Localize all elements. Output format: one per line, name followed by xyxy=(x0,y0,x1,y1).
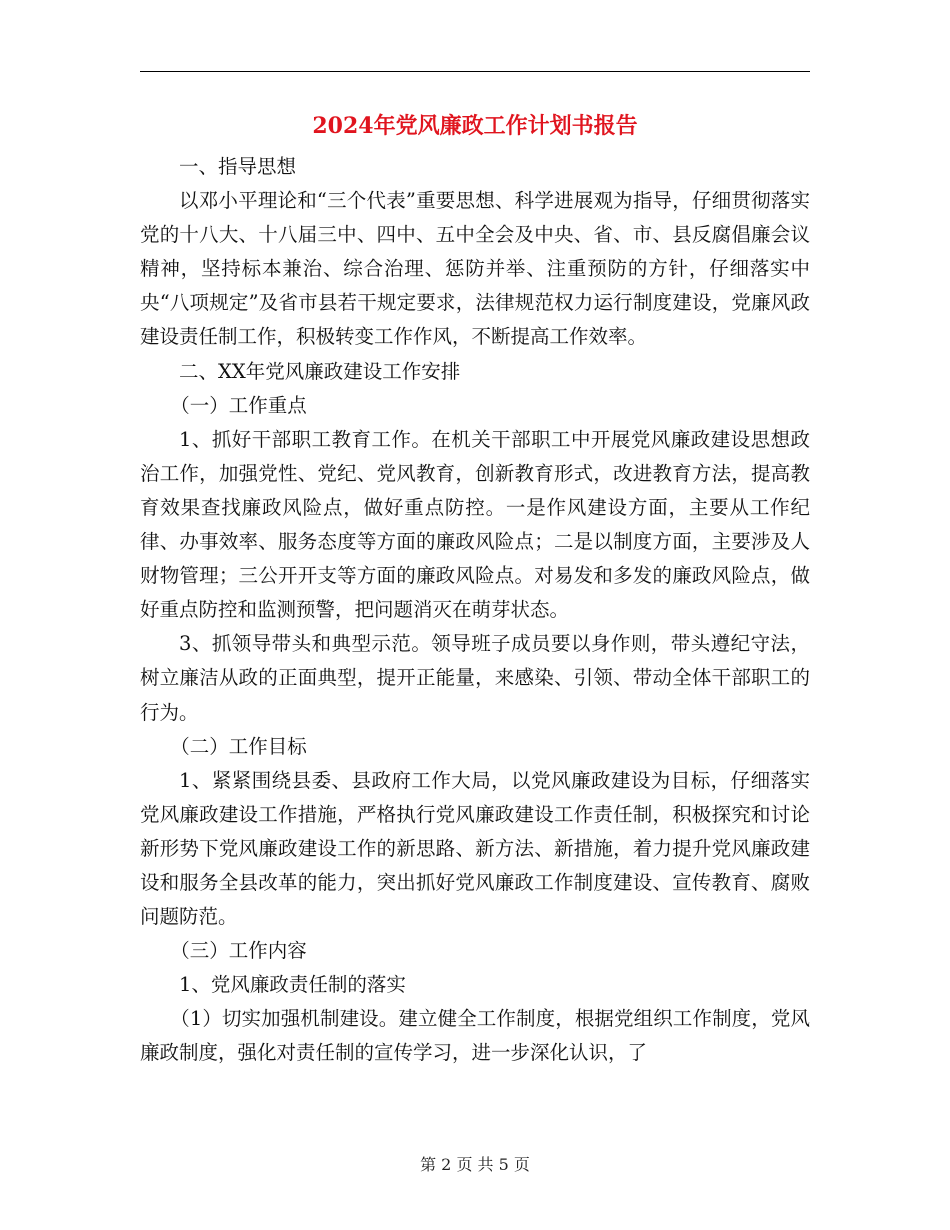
subheading-work-focus: （一）工作重点 xyxy=(170,393,307,417)
section-heading-work-arrangement: 二、XX年党风廉政建设工作安排 xyxy=(179,359,461,383)
paragraph-mechanism-building: （1）切实加强机制建设。建立健全工作制度，根据党组织工作制度，党风廉政制度，强化对责任制的宣传学习，进一步深化认识，了 xyxy=(140,1007,810,1065)
section-heading-guiding-ideology: 一、指导思想 xyxy=(179,155,297,178)
paragraph-guiding-ideology: 以邓小平理论和“三个代表”重要思想、科学进展观为指导，仔细贯彻落实党的十八大、十八届三中、四中、五中全会及中央、省、市、县反腐倡廉会议精神，坚持标本兼治、综合治理、惩防并举、注重预防的方针，仔细落实中央“八项规定”及省市县若干规定要求，法律规范权力运行制度建设，党廉风政建设责任制工作，积极转变工作作风，不断提高工作效率。 xyxy=(140,189,810,349)
paragraph-staff-education: 1、抓好干部职工教育工作。在机关干部职工中开展党风廉政建设思想政治工作，加强党性、党纪、党风教育，创新教育形式，改进教育方法，提高教育效果查找廉政风险点，做好重点防控。一是作风建设方面，主要从工作纪律、办事效率、服务态度等方面的廉政风险点；二是以制度方面，主要涉及人财物管理；三公开开支等方面的廉政风险点。对易发和多发的廉政风险点，做好重点防控和监测预警，把问题消灭在萌芽状态。 xyxy=(140,427,810,622)
header-rule xyxy=(140,71,810,72)
subheading-work-goals: （二）工作目标 xyxy=(170,734,307,758)
document-body xyxy=(140,150,810,1071)
paragraph-responsibility-system: 1、党风廉政责任制的落实 xyxy=(179,973,406,997)
page-number-footer: 第 2 页 共 5 页 xyxy=(420,1155,530,1174)
document-title: 2024年党风廉政工作计划书报告 xyxy=(312,113,638,139)
paragraph-work-goals: 1、紧紧围绕县委、县政府工作大局，以党风廉政建设为目标，仔细落实党风廉政建设工作措施，严格执行党风廉政建设工作责任制，积极探究和讨论新形势下党风廉政建设工作的新思路、新方法、新措施，着力提升党风廉政建设和服务全县改革的能力，突出抓好党风廉政工作制度建设、宣传教育、腐败问题防范。 xyxy=(140,768,810,929)
paragraph-leadership-example: 3、抓领导带头和典型示范。领导班子成员要以身作则，带头遵纪守法，树立廉洁从政的正面典型，提开正能量，来感染、引领、带动全体干部职工的行为。 xyxy=(140,632,810,724)
subheading-work-content: （三）工作内容 xyxy=(170,939,307,963)
